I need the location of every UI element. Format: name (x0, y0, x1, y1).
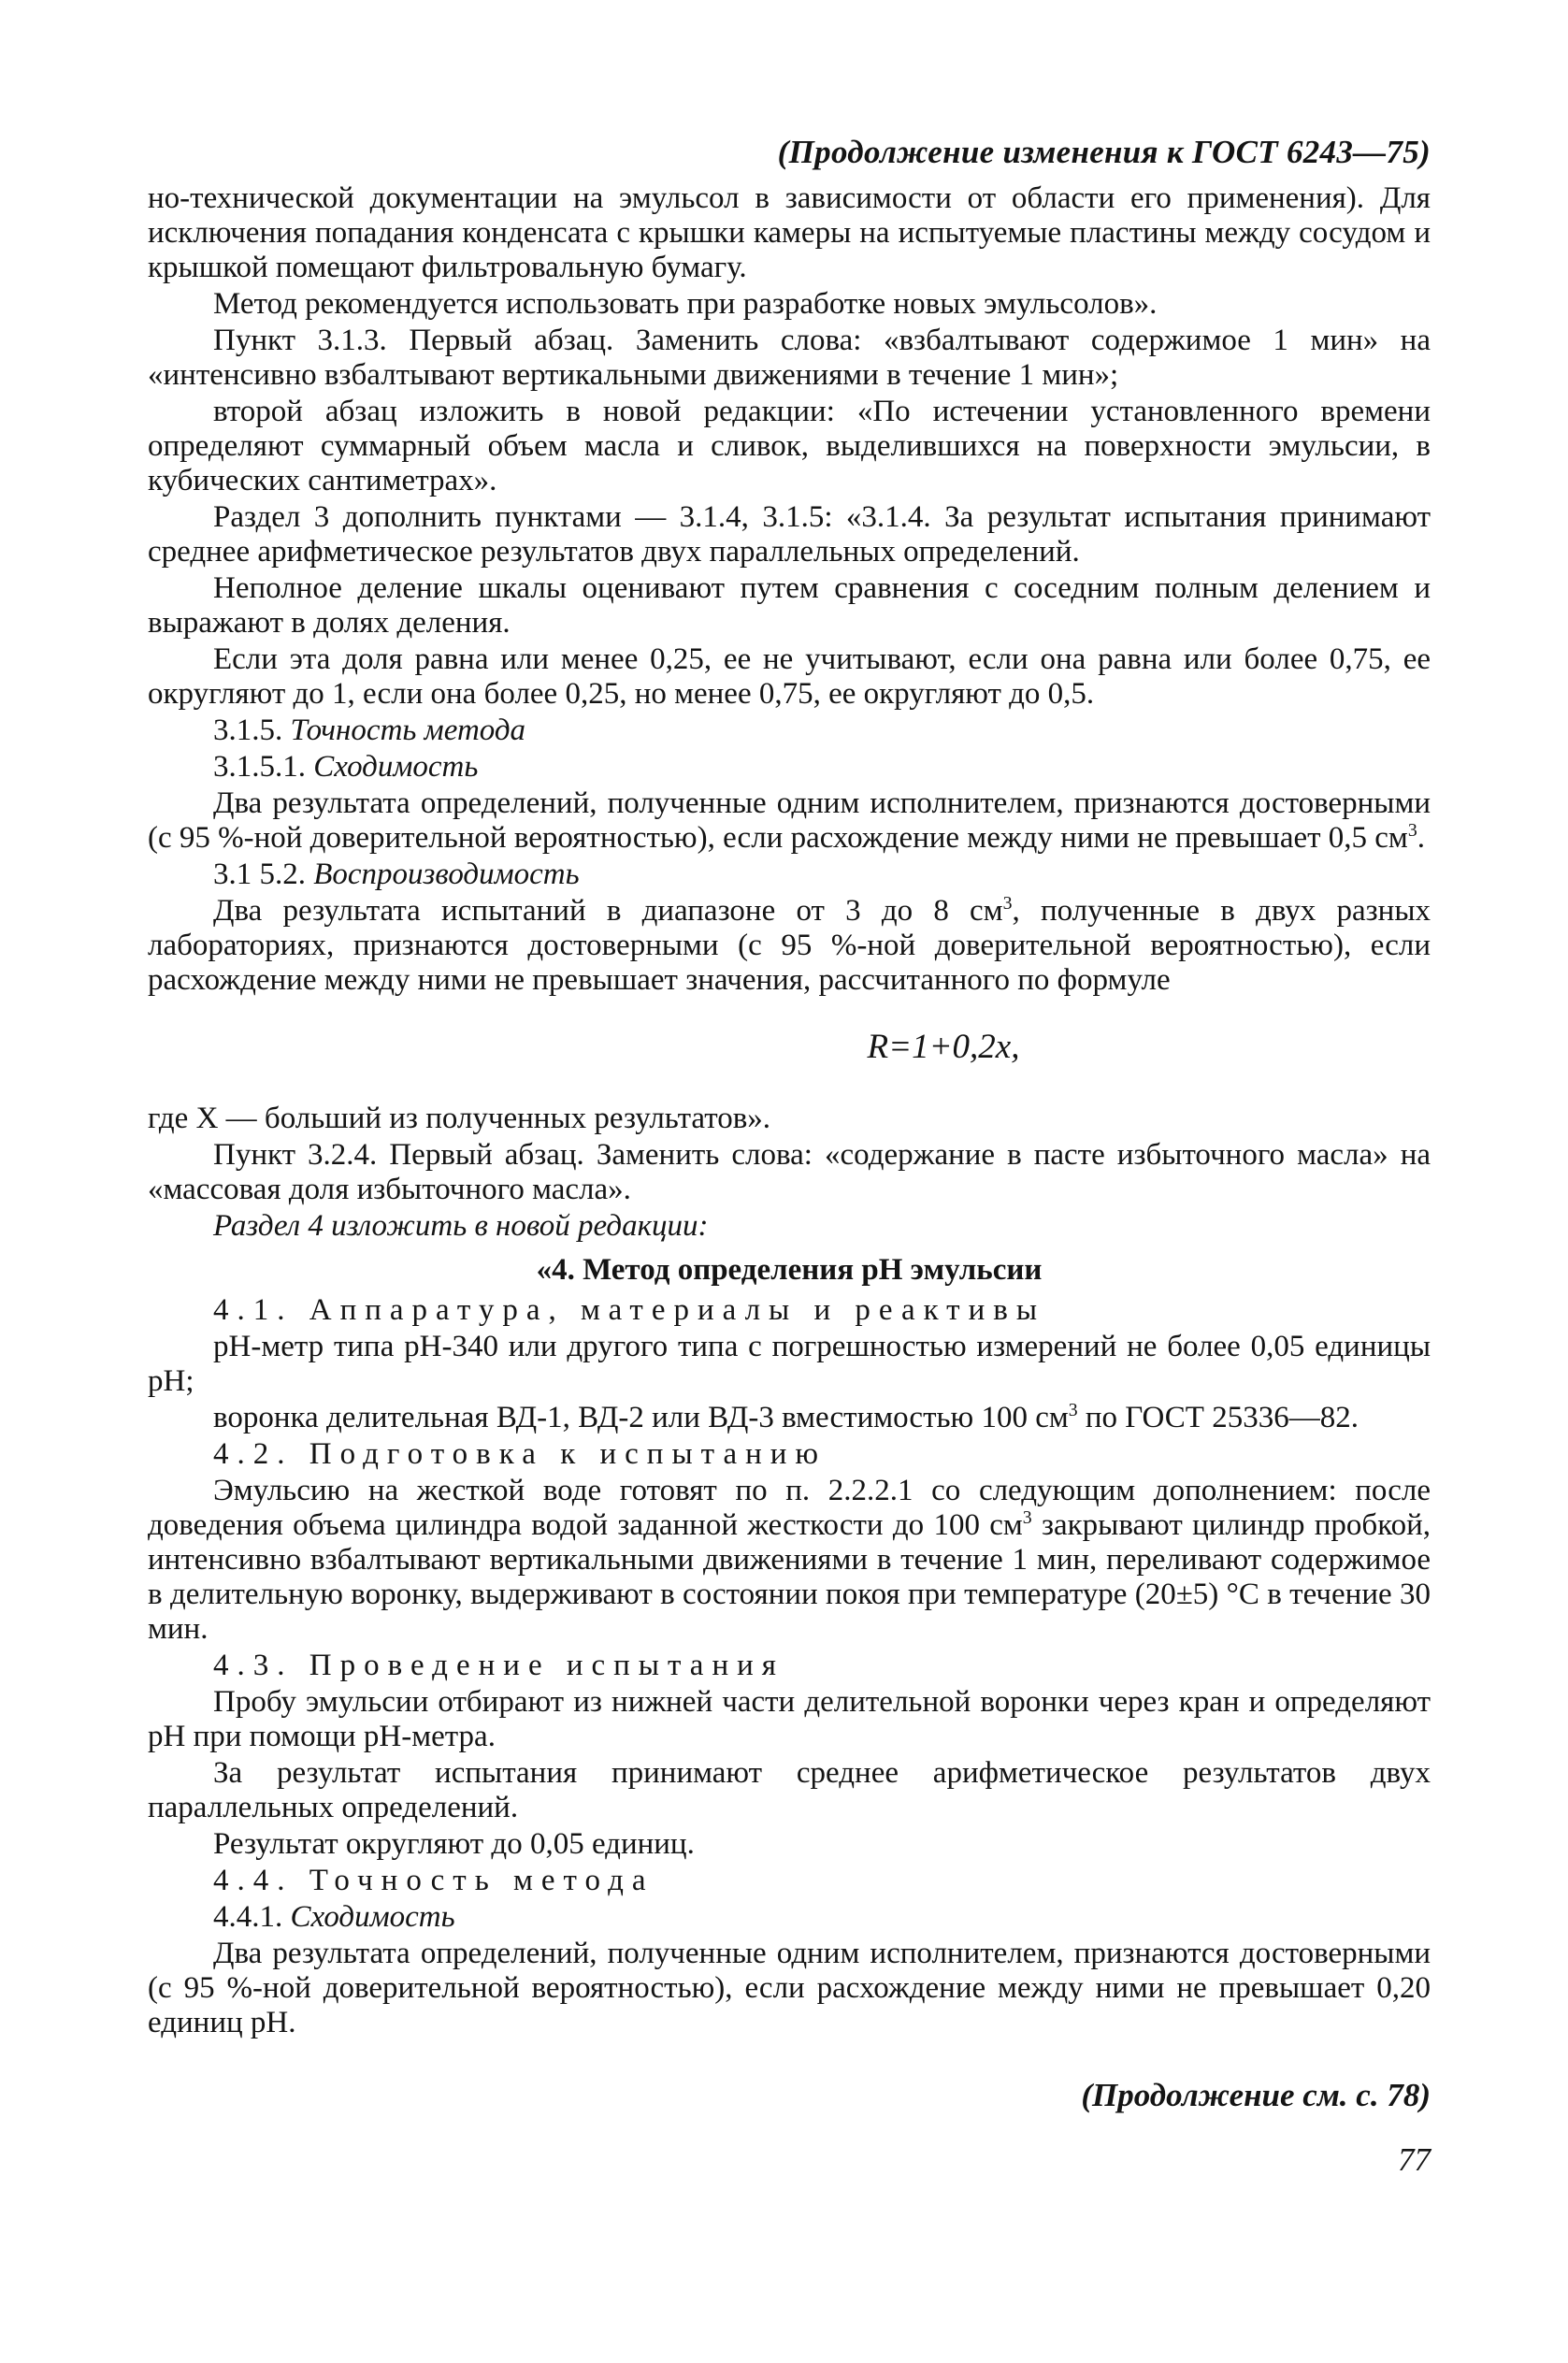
section-title: «4. Метод определения рН эмульсии (536, 1253, 1043, 1287)
paragraph: Метод рекомендуется использовать при разработке новых эмульсолов». (213, 287, 1158, 321)
superscript: 3 (1022, 1507, 1032, 1528)
paragraph: Пробу эмульсии отбирают из нижней части делительной воронки через кран и определяют рН при помощи рН-метра. (148, 1685, 1431, 1753)
paragraph: Неполное деление шкалы оценивают путем сравнения с соседним полным делением и выражают в долях деления. (148, 571, 1431, 640)
subsection-title: Воспроизводимость (313, 857, 580, 891)
paragraph: Если эта доля равна или менее 0,25, ее не учитывают, если она равна или более 0,75, ее округляют до 1, если она более 0,25, но менее 0,75, ее округляют до 0,5. (148, 642, 1431, 711)
subsection-title: Сходимость (313, 750, 479, 784)
paragraph: Два результата определений, полученные одним исполнителем, признаются достоверными (с 95 %-ной доверительной вероятностью), если расхождение между ними не превышает 0,20 единиц рН. (148, 1937, 1431, 2039)
text-run: воронка делительная ВД-1, ВД-2 или ВД-3 вместимостью 100 см (213, 1401, 1069, 1434)
paragraph (148, 1474, 1431, 1647)
paragraph: где X — больший из полученных результатов». (148, 1102, 771, 1135)
subsection-heading: 4.3. Проведение испытания (213, 1649, 784, 1682)
subsection-title: Точность метода (290, 713, 526, 747)
subsection-number: 3.1.5. (213, 713, 283, 747)
subsection-heading: 4.4. Точность метода (213, 1864, 655, 1897)
subsection-heading (148, 750, 1431, 785)
paragraph (148, 1401, 1431, 1435)
subsection-number: 3.1.5.1. (213, 750, 306, 784)
paragraph: но-технической документации на эмульсол в зависимости от области его применения). Для исключения попадания конденсата с крышки камеры на испытуемые пластины между сосудом и крышкой помещают фильтровальную бумагу. (148, 181, 1431, 284)
paragraph: Пункт 3.2.4. Первый абзац. Заменить слова: «содержание в пасте избыточного масла» на «массовая доля избыточного масла». (148, 1138, 1431, 1206)
text-run: по ГОСТ 25336—82. (1077, 1401, 1359, 1434)
text-run: , полученные в двух разных лабораториях, признаются достоверными (с 95 %-ной доверительной вероятностью), если расхождение между ними не превышает значения, рассчитанного по формуле (148, 894, 1431, 997)
subsection-number: 3.1 5.2. (213, 857, 306, 891)
document-page (148, 131, 1431, 2282)
paragraph: второй абзац изложить в новой редакции: «По истечении установленного времени определяют суммарный объем масла и сливок, выделившихся на поверхности эмульсии, в кубических сантиметрах». (148, 395, 1431, 497)
formula: R=1+0,2x, (867, 1028, 1020, 1066)
paragraph (148, 786, 1431, 856)
subsection-heading (148, 713, 1431, 748)
paragraph: Раздел 3 дополнить пунктами — 3.1.4, 3.1.5: «3.1.4. За результат испытания принимают среднее арифметическое результатов двух параллельных определений. (148, 500, 1431, 569)
text-run: Два результата испытаний в диапазоне от 3 до 8 см (213, 894, 1003, 928)
paragraph: Результат округляют до 0,05 единиц. (213, 1827, 695, 1861)
text-run: Эмульсию на жесткой воде готовят по п. 2.2.2.1 со следующим дополнением: после доведения объема цилиндра водой заданной жесткости до 100 см (148, 1474, 1431, 1542)
continuation-note: (Продолжение см. с. 78) (1081, 2077, 1431, 2113)
page-header: (Продолжение изменения к ГОСТ 6243—75) (777, 134, 1431, 170)
paragraph: За результат испытания принимают среднее арифметическое результатов двух параллельных определений. (148, 1756, 1431, 1824)
paragraph: Пункт 3.1.3. Первый абзац. Заменить слова: «взбалтывают содержимое 1 мин» на «интенсивно взбалтывают вертикальными движениями в течение 1 мин»; (148, 324, 1431, 392)
paragraph: рН-метр типа рН-340 или другого типа с погрешностью измерений не более 0,05 единицы рН; (148, 1330, 1431, 1398)
subsection-heading: 4.1. Аппаратура, материалы и реактивы (213, 1293, 1046, 1327)
text-run: . (1417, 821, 1425, 855)
subsection-title: Сходимость (290, 1900, 455, 1934)
paragraph (148, 894, 1431, 998)
paragraph: Раздел 4 изложить в новой редакции: (213, 1209, 709, 1243)
subsection-heading (148, 857, 1431, 892)
subsection-number: 4.4.1. (213, 1900, 283, 1934)
document-body (148, 181, 1431, 2040)
text-run: Два результата определений, полученные одним исполнителем, признаются достоверными (с 95 %-ной доверительной вероятностью), если расхождение между ними не превышает 0,5 см (148, 786, 1431, 855)
superscript: 3 (1407, 820, 1417, 841)
superscript: 3 (1002, 893, 1013, 914)
subsection-heading: 4.2. Подготовка к испытанию (213, 1437, 827, 1471)
text-run: закрывают цилиндр пробкой, интенсивно взбалтывают вертикальными движениями в течение 1 мин, переливают содержимое в делительную воронку, выдерживают в состоянии покоя при температуре (20±5) °С в течение 30 мин. (148, 1508, 1431, 1646)
subsection-heading (148, 1900, 1431, 1935)
superscript: 3 (1068, 1400, 1078, 1420)
page-number: 77 (1398, 2141, 1431, 2178)
